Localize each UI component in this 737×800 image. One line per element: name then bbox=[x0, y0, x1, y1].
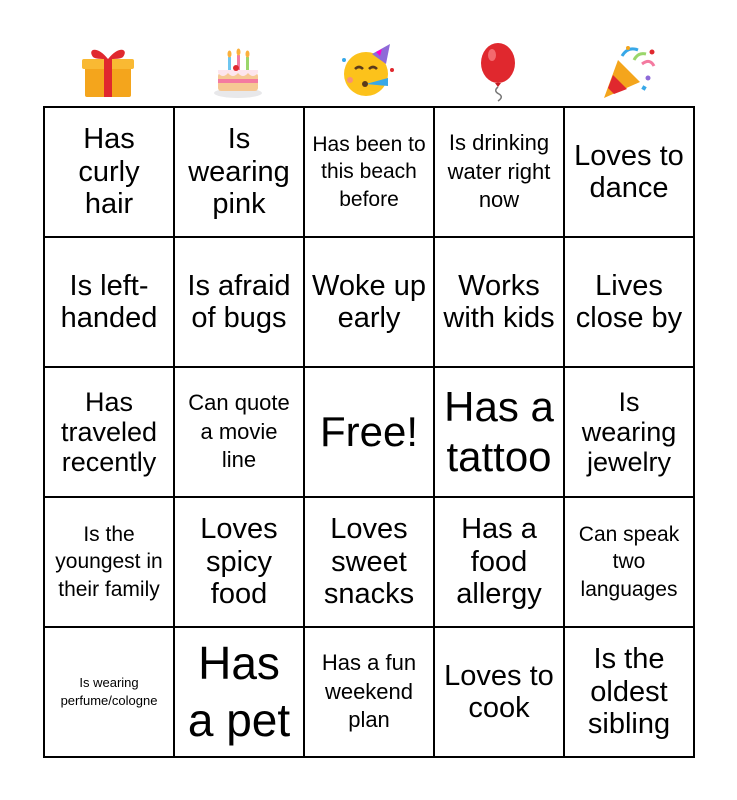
bingo-square[interactable]: Has a food allergy bbox=[434, 497, 564, 627]
gift-icon bbox=[43, 40, 173, 104]
header-row bbox=[43, 40, 693, 104]
bingo-square[interactable]: Woke up early bbox=[304, 237, 434, 367]
party-face-icon bbox=[303, 40, 433, 104]
bingo-square[interactable]: Is left-handed bbox=[44, 237, 174, 367]
bingo-square[interactable]: Is drinking water right now bbox=[434, 107, 564, 237]
bingo-square[interactable]: Can speak two languages bbox=[564, 497, 694, 627]
bingo-square[interactable]: Is the oldest sibling bbox=[564, 627, 694, 757]
bingo-square[interactable]: Has been to this beach before bbox=[304, 107, 434, 237]
bingo-board bbox=[43, 106, 695, 758]
balloon-icon bbox=[433, 40, 563, 104]
bingo-square[interactable]: Has a pet bbox=[174, 627, 304, 757]
bingo-square[interactable]: Loves to cook bbox=[434, 627, 564, 757]
bingo-square[interactable]: Has curly hair bbox=[44, 107, 174, 237]
bingo-square[interactable]: Loves spicy food bbox=[174, 497, 304, 627]
bingo-square[interactable]: Is the youngest in their family bbox=[44, 497, 174, 627]
party-popper-icon bbox=[563, 40, 693, 104]
birthday-cake-icon bbox=[173, 40, 303, 104]
bingo-square[interactable]: Has a fun weekend plan bbox=[304, 627, 434, 757]
bingo-square[interactable]: Is afraid of bugs bbox=[174, 237, 304, 367]
bingo-square[interactable]: Is wearing perfume/cologne bbox=[44, 627, 174, 757]
free-square[interactable]: Free! bbox=[304, 367, 434, 497]
bingo-square[interactable]: Lives close by bbox=[564, 237, 694, 367]
bingo-square[interactable]: Loves to dance bbox=[564, 107, 694, 237]
bingo-square[interactable]: Has a tattoo bbox=[434, 367, 564, 497]
bingo-square[interactable]: Can quote a movie line bbox=[174, 367, 304, 497]
bingo-square[interactable]: Is wearing jewelry bbox=[564, 367, 694, 497]
bingo-square[interactable]: Has traveled recently bbox=[44, 367, 174, 497]
bingo-square[interactable]: Is wearing pink bbox=[174, 107, 304, 237]
bingo-square[interactable]: Loves sweet snacks bbox=[304, 497, 434, 627]
bingo-square[interactable]: Works with kids bbox=[434, 237, 564, 367]
